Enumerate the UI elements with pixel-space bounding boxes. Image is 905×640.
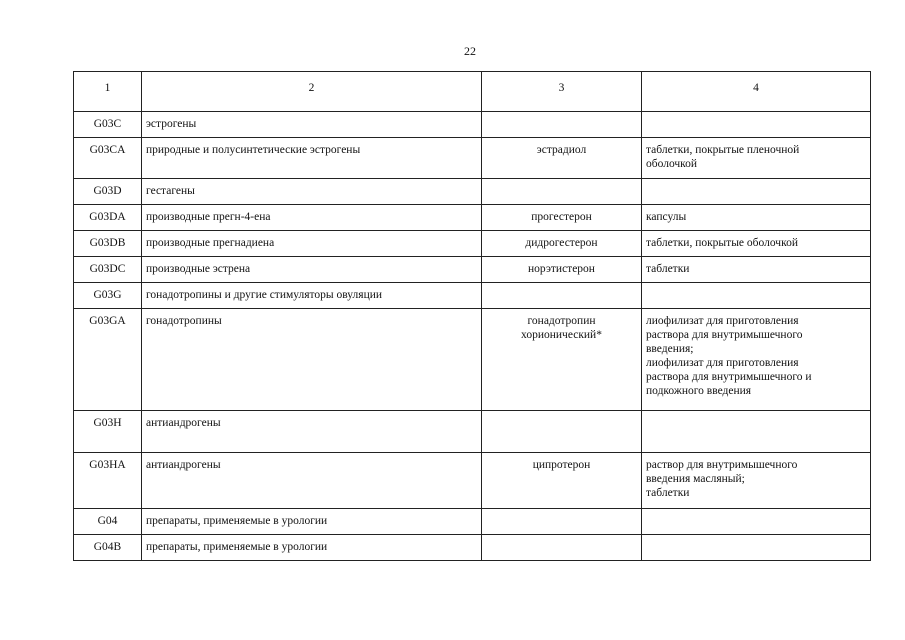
table-body	[74, 72, 871, 561]
substance-cell	[482, 283, 642, 309]
atc-drug-table	[73, 71, 871, 561]
atc-code-cell: G03DC	[74, 257, 142, 283]
atc-code-cell: G03HA	[74, 453, 142, 509]
dosage-form-cell: раствор для внутримышечного введения масляный; таблетки	[642, 453, 871, 509]
atc-code-cell: G03C	[74, 112, 142, 138]
atc-code-cell: G03DB	[74, 231, 142, 257]
group-name-cell: производные прегн-4-ена	[142, 205, 482, 231]
group-name-cell: производные прегнадиена	[142, 231, 482, 257]
header-row	[74, 72, 871, 112]
substance-cell	[482, 179, 642, 205]
atc-code-cell: G03DA	[74, 205, 142, 231]
group-name-cell: гонадотропины	[142, 309, 482, 411]
table-row	[74, 535, 871, 561]
substance-cell: ципротерон	[482, 453, 642, 509]
atc-code-cell: G03D	[74, 179, 142, 205]
dosage-form-cell: таблетки	[642, 257, 871, 283]
table-row	[74, 453, 871, 509]
group-name-cell: препараты, применяемые в урологии	[142, 509, 482, 535]
atc-code-cell: G03CA	[74, 138, 142, 179]
substance-cell	[482, 535, 642, 561]
atc-code-cell: G03H	[74, 411, 142, 453]
group-name-cell: природные и полусинтетические эстрогены	[142, 138, 482, 179]
table-row	[74, 283, 871, 309]
substance-cell: дидрогестерон	[482, 231, 642, 257]
atc-code-cell: G04B	[74, 535, 142, 561]
group-name-cell: препараты, применяемые в урологии	[142, 535, 482, 561]
column-header-4: 4	[642, 72, 871, 112]
dosage-form-cell	[642, 283, 871, 309]
column-header-1: 1	[74, 72, 142, 112]
dosage-form-cell	[642, 535, 871, 561]
page-number: 22	[464, 44, 476, 58]
substance-cell: прогестерон	[482, 205, 642, 231]
dosage-form-cell: таблетки, покрытые пленочной оболочкой	[642, 138, 871, 179]
table-row	[74, 309, 871, 411]
table-row	[74, 411, 871, 453]
dosage-form-cell	[642, 179, 871, 205]
dosage-form-cell	[642, 411, 871, 453]
table-row	[74, 112, 871, 138]
table-row	[74, 179, 871, 205]
atc-code-cell: G03G	[74, 283, 142, 309]
dosage-form-cell: лиофилизат для приготовления раствора для внутримышечного введения; лиофилизат для приготовления раствора для внутримышечного и подкожного введения	[642, 309, 871, 411]
table-row	[74, 138, 871, 179]
substance-cell: норэтистерон	[482, 257, 642, 283]
group-name-cell: эстрогены	[142, 112, 482, 138]
group-name-cell: гестагены	[142, 179, 482, 205]
substance-cell: гонадотропин хорионический*	[482, 309, 642, 411]
column-header-3: 3	[482, 72, 642, 112]
table-row	[74, 231, 871, 257]
table-row	[74, 509, 871, 535]
table-row	[74, 257, 871, 283]
substance-cell	[482, 411, 642, 453]
group-name-cell: антиандрогены	[142, 453, 482, 509]
group-name-cell: гонадотропины и другие стимуляторы овуляции	[142, 283, 482, 309]
atc-code-cell: G03GA	[74, 309, 142, 411]
dosage-form-cell	[642, 509, 871, 535]
table-row	[74, 205, 871, 231]
substance-cell: эстрадиол	[482, 138, 642, 179]
dosage-form-cell: капсулы	[642, 205, 871, 231]
group-name-cell: производные эстрена	[142, 257, 482, 283]
substance-cell	[482, 112, 642, 138]
group-name-cell: антиандрогены	[142, 411, 482, 453]
atc-code-cell: G04	[74, 509, 142, 535]
dosage-form-cell: таблетки, покрытые оболочкой	[642, 231, 871, 257]
column-header-2: 2	[142, 72, 482, 112]
substance-cell	[482, 509, 642, 535]
dosage-form-cell	[642, 112, 871, 138]
